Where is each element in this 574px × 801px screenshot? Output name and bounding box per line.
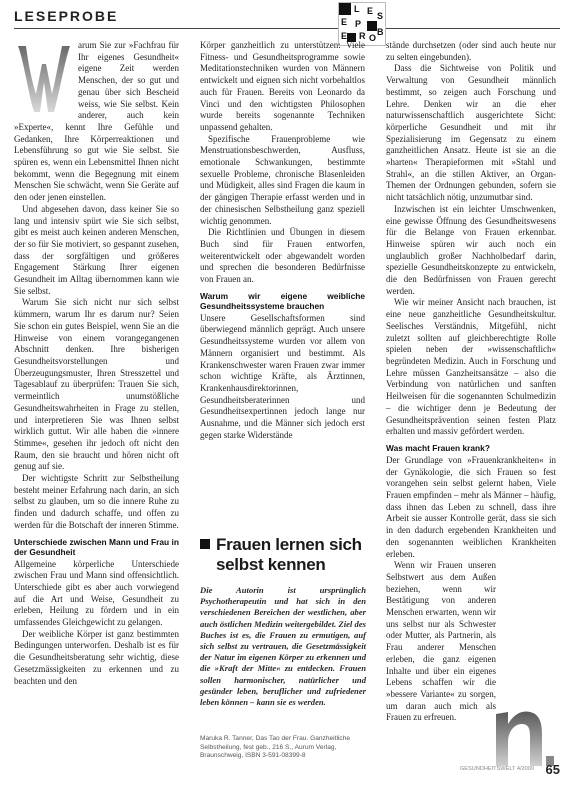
subheading: Unterschiede zwischen Mann und Frau in der Gesundheit [14,536,179,557]
paragraph: Warum Sie sich nicht nur sich selbst kümmern, warum Ihr es darum nur? Seien Sie schon ein gutes Beispiel, wenn Sie an die Hinweise von einem vorangegangenen Abschnitt denken. Ihre bisherigen Gesundheitsvorstellungen und Überzeugungsmuster, Ihren Stresszettel und Tagesablauf zu überprüfen: Trauen Sie sich, vermeintlich unumstößliche Gesundheitswahrheiten in Frage zu stellen, und interpretieren Sie was Ihnen selbst wirklich guttut. Wir alle haben die »innere Stimme«, gesehen ihr jedoch oft nicht den Raum, den sie braucht und hören nicht oft genug auf sie. [14,297,179,472]
book-info-box [200,535,368,785]
paragraph: Unsere Gesellschaftsformen sind überwiegend männlich geprägt. Auch unsere Gesundheitssysteme wurden vor allem von Männern organisiert und bestimmt. Als Krankenschwester waren Frauen zwar immer schon wichtige Kräfte, als Ärztinnen, Krankenhausdirektorinnen, Gesundheitsberaterinnen und Gesundheitsexpertinnen jedoch lange nur Ausnahme, und die Männer sich jedoch erst gegen starke Widerstände [200,312,365,440]
paragraph: Wenn wir Frauen unseren Selbstwert aus dem Außen beziehen, wenn wir Bestätigung von anderen Menschen erwarten, wenn wir uns selbst nur als Schwester oder Mutter, als Partnerin, als Frau anderer Menschen erleben, die ganz eigenen Inhalte und über ein eigenes Lebens schaffen wir die »bessere Variante« zu sorgen, um daran auch mich als Frauen zu erfreuen. [386,560,496,723]
paragraph: Allgemeine körperliche Unterschiede zwischen Frau und Mann sind offensichtlich. Unterschiede gibt es aber auch vorwiegend auf die Art und Weise, Gesundheit zu erleben, Heilung zu fördern und in ein umfassendes Gleichgewicht zu gelangen. [14,558,179,628]
paragraph: Inzwischen ist ein leichter Umschwenken, eine gewisse Öffnung des Gesundheitswesens für die Belange von Frauen erkennbar. Hinweise spüren wir auch noch ein unglaublich großer Nachholbedarf darin, spezielle Gesundheitskonzepte zu entwickeln, die den Bedürfnissen von Frauen gerecht werden. [386,203,556,296]
paragraph: Körper ganzheitlich zu unterstützen: Viele Fitness- und Gesundheitsprogramme sowie Meditationstechniken wurden von Männern entwickelt und eignen sich nicht vorbehaltlos auch für Frauen. Bereits von Leonardo da Vinci und den wichtigsten Philosophen wurde bereits sogenannte Techniken unpassend gehalten. [200,40,365,132]
page-header [14,0,560,43]
logo-letter: S [377,11,384,21]
logo-block [339,3,351,15]
drop-cap [14,42,72,116]
logo-letter: B [377,27,384,37]
subheading: Was macht Frauen krank? [386,442,490,453]
paragraph: Der weibliche Körper ist ganz bestimmten Bedingungen unterworfen. Deshalb ist es für die Gesundheitsberatung sehr wichtig, diese Gesetzmässigkeiten zu erkennen und zu beachten und den [14,628,179,686]
header-rule [14,28,560,29]
box-lead-text: Die Autorin ist ursprünglich Psychotherapeutin und hat sich in den verschiedenen Bereichen der westlichen, aber auch östlichen Medizin weitergebildet. Ziel des Buches ist es, die Frauen zu ermutigen, auf sich selbst zu vertrauen, die Gesetzmässigkeit der Natur im eigenen Körper zu erkennen und die »Kraft der Mitte« zu entdecken. Frauen sollen harmonischer, natürlicher und gesünder leben, beruflicher und zufriedener leben können – kann sie es werden. [200,585,366,708]
article-column-2 [200,40,365,442]
big-letter-decoration [488,690,558,770]
paragraph: Wie wir meiner Ansicht nach brauchen, ist eine neue ganzheitliche Gesundheitskultur. Seelisches Verständnis, Mitgefühl, nicht zuletzt sollten auf gleichberechtigte Rolle spielen neben der »wissenschaftlich« begründeten Medizin. Auch in Forschung und Lehre müssen Ganzheitsansätze – also die Verbindung von natürlichen und sanften Heilweisen für die sogenannten Schulmedizin – die wichtiger denn je Bedeutung der Gesundheitsprävention seinen festen Platz erhalten und massiv gefördert werden. [386,297,556,437]
paragraph: Und abgesehen davon, dass keiner Sie so lang und intensiv spürt wie Sie sich selbst, gibt es meist auch keinen anderen Menschen, der so für Sie motiviert, so gespannt zusehen, dass der sorgfältigen und größeres Engagement Stärkung Ihrer eigenen Gesundheit im Alltag übernommen kann wie Sie selbst. [14,203,179,296]
box-title: Frauen lernen sich selbst kennen [216,535,362,574]
paragraph: Der wichtigste Schritt zur Selbstheilung besteht meiner Erfahrung nach darin, an sich selbst zu glauben, um so die innere Ruhe zu finden und dadurch schaffe, und offen zu werden für die Botschaft der inneren Stimme. [14,473,179,530]
logo-letter: R [359,31,366,41]
logo-letter: E [341,31,348,41]
logo-letter: E [341,17,348,27]
book-reference: Maruka R. Tanner, Das Tao der Frau. Ganzheitliche Selbstheilung, fest geb., 216 S., Aurum Verlag, Braunschweig, ISBN 3-591-08399-8 [200,735,351,760]
logo-letter: P [355,19,362,29]
logo-letter: L [354,4,360,14]
paragraph: Die Richtlinien und Übungen in diesem Buch sind für Frauen entworfen, weiterentwickelt oder abgewandelt worden und sprechen die besonderen Bedürfnisse von Frauen an. [200,227,365,285]
paragraph: stände durchsetzen (oder sind auch heute nur zu selten eingebunden). [386,40,556,62]
paragraph: Der Grundlage von »Frauenkrankheiten« in der Gynäkologie, die sich Frauen so fest vorangehen sein selbst gelernt haben, Viele Frauen empfinden – mehr als Männer – häufig, dass ihnen das Leben zu schnell, dass ihre Arbeit sie ausser Kontrolle gerät, dass sie sich in den dadurch ergebenden Krankheiten und den sogenannten weiblichen Krankheiten erleben. [386,454,556,559]
section-label: LESEPROBE [14,8,119,24]
big-letter-graphic [488,690,558,770]
paragraph: Spezifische Frauenprobleme wie Menstruationsbeschwerden, Ausfluss, emotionale Schwankungen, bestimmte sexuelle Probleme, chronische Blasenleiden und Müdigkeit, alles sind Fragen die kaum in der gängigen Therapie erfasst werden und in der chinesischen Selbstheilung ganz speziell wichtig genommen. [200,133,365,226]
logo-letter: E [367,6,374,16]
subheading: Warum wir eigene weibliche Gesundheitssysteme brauchen [200,290,365,311]
paragraph: arum Sie zur »Fachfrau für Ihr eigenes Gesundheit« eigene Zeit werden Menschen, der so gut und genau über sich Bescheid weiss, wie Sie selbst. Kein anderer, auch kein »Experte«, kennt Ihre Gefühle und Gedanken, Ihre Körperreaktionen und Lebensführung so gut wie Sie selbst. Sie spüren es, wenn ein Lebensmittel Ihnen nicht bekommt, wenn die Begegnung mit einem Menschen Sie schwächt, wenn Sie Geräte auf den oder jenen einstellen. [14,40,179,203]
footer-note: GESUNDHEITSWELT 4/2000 [459,766,534,772]
paragraph: Dass die Sichtweise von Politik und Verwaltung von Gesundheit männlich bestimmt, so zeigen auch Forschung und Lehre. Denken wir an die eher naturwissenschaftlich ausgerichtete Sicht: körperliche Gesundheit und mit ihr Spezialisierung im Gegensatz zu einem ganzheitlichen Ansatz. Heute ist sie an die »harten« Therapieformen mit »Stahl und Strahl«, an die stillen Aktiver, an Organ-Themen der Ordnungen gebunden, sofern sie nicht tatsächlich nötig, unzumutbar sind. [386,63,556,203]
article-column-3 [386,40,556,724]
logo-letter: O [369,33,377,43]
title-marker [200,539,210,549]
logo-block [367,21,377,31]
article-column-1 [14,40,179,687]
drop-cap-graphic [14,42,72,116]
page-number: 65 [545,762,560,777]
